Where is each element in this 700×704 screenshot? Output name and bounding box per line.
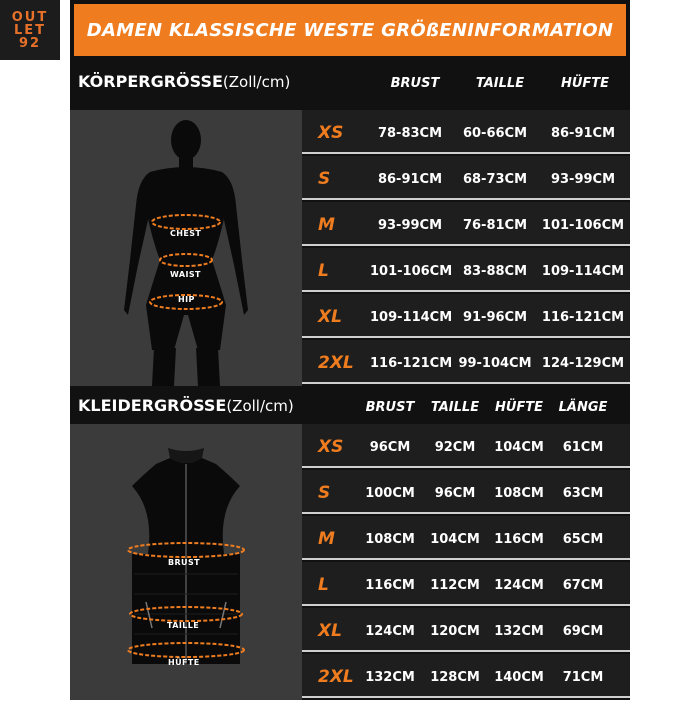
size-label: 2XL — [318, 667, 354, 687]
garment-chest-value: 132CM — [365, 670, 415, 685]
garment-size-unit: (Zoll/cm) — [226, 397, 294, 415]
body-hip-value: 93-99CM — [550, 172, 616, 187]
size-label: L — [318, 575, 329, 595]
garment-length-value: 63CM — [562, 486, 604, 501]
body-chest-value: 93-99CM — [377, 218, 443, 233]
size-label: XL — [318, 621, 342, 641]
figure-label-hip: HIP — [178, 295, 195, 304]
garment-header-chest: BRUST — [365, 400, 415, 415]
garment-waist-value: 120CM — [430, 624, 480, 639]
garment-hip-value: 140CM — [494, 670, 544, 685]
garment-hip-value: 108CM — [494, 486, 544, 501]
chart-title: DAMEN KLASSISCHE WESTE GRÖßENINFORMATION — [74, 4, 626, 56]
body-waist-value: 76-81CM — [462, 218, 528, 233]
garment-waist-value: 104CM — [430, 532, 480, 547]
size-label: M — [318, 529, 335, 549]
logo-line-1: OUT — [11, 9, 49, 25]
garment-length-value: 71CM — [562, 670, 604, 685]
garment-figure-panel — [70, 424, 302, 700]
body-header-hip: HÜFTE — [560, 76, 610, 91]
size-chart — [70, 0, 630, 700]
garment-length-value: 67CM — [562, 578, 604, 593]
body-chest-value: 78-83CM — [377, 126, 443, 141]
figure-label-waist: WAIST — [170, 270, 201, 279]
garment-size-heading — [78, 396, 294, 415]
garment-chest-value: 116CM — [365, 578, 415, 593]
garment-header-hip: HÜFTE — [494, 400, 544, 415]
body-header-chest: BRUST — [390, 76, 440, 91]
body-size-heading — [78, 72, 290, 91]
size-label: S — [318, 483, 331, 503]
body-chest-value: 86-91CM — [377, 172, 443, 187]
garment-hip-value: 124CM — [494, 578, 544, 593]
garment-length-value: 65CM — [562, 532, 604, 547]
body-size-unit: (Zoll/cm) — [222, 73, 291, 91]
body-hip-value: 116-121CM — [541, 310, 625, 325]
body-hip-value: 86-91CM — [550, 126, 616, 141]
garment-hip-value: 116CM — [494, 532, 544, 547]
body-hip-value: 101-106CM — [541, 218, 625, 233]
figure-label-taille: TAILLE — [167, 621, 200, 630]
figure-label-huefte: HÜFTE — [168, 658, 200, 667]
garment-header-length: LÄNGE — [558, 400, 608, 415]
garment-waist-value: 112CM — [430, 578, 480, 593]
body-chest-value: 116-121CM — [370, 356, 453, 371]
size-label: L — [318, 261, 329, 281]
size-label: M — [318, 215, 335, 235]
garment-chest-value: 100CM — [365, 486, 415, 501]
garment-length-value: 69CM — [562, 624, 604, 639]
garment-waist-value: 96CM — [434, 486, 476, 501]
garment-header-waist: TAILLE — [430, 400, 480, 415]
garment-chest-value: 96CM — [369, 440, 411, 455]
body-waist-value: 83-88CM — [462, 264, 528, 279]
logo-line-3: 92 — [18, 35, 42, 51]
female-body-figure — [70, 110, 302, 386]
body-hip-value: 109-114CM — [541, 264, 625, 279]
brand-logo — [0, 0, 60, 60]
body-figure-panel — [70, 110, 302, 386]
size-label: XS — [318, 123, 344, 143]
size-label: S — [318, 169, 331, 189]
body-hip-value: 124-129CM — [541, 356, 625, 371]
body-waist-value: 91-96CM — [462, 310, 528, 325]
body-waist-value: 99-104CM — [458, 356, 532, 371]
garment-waist-value: 92CM — [434, 440, 476, 455]
garment-waist-value: 128CM — [430, 670, 480, 685]
body-header-waist: TAILLE — [475, 76, 525, 91]
body-waist-value: 60-66CM — [462, 126, 528, 141]
garment-size-title: KLEIDERGRÖSSE — [78, 396, 227, 415]
body-chest-value: 101-106CM — [370, 264, 453, 279]
garment-length-value: 61CM — [562, 440, 604, 455]
figure-label-chest: CHEST — [170, 229, 202, 238]
garment-chest-value: 108CM — [365, 532, 415, 547]
logo-line-2: LET — [13, 22, 47, 38]
body-size-title: KÖRPERGRÖSSE — [78, 72, 223, 91]
size-label: XL — [318, 307, 342, 327]
body-waist-value: 68-73CM — [462, 172, 528, 187]
figure-label-brust: BRUST — [168, 558, 200, 567]
size-label: XS — [318, 437, 344, 457]
garment-hip-value: 104CM — [494, 440, 544, 455]
body-chest-value: 109-114CM — [370, 310, 453, 325]
garment-hip-value: 132CM — [494, 624, 544, 639]
garment-chest-value: 124CM — [365, 624, 415, 639]
size-label: 2XL — [318, 353, 354, 373]
